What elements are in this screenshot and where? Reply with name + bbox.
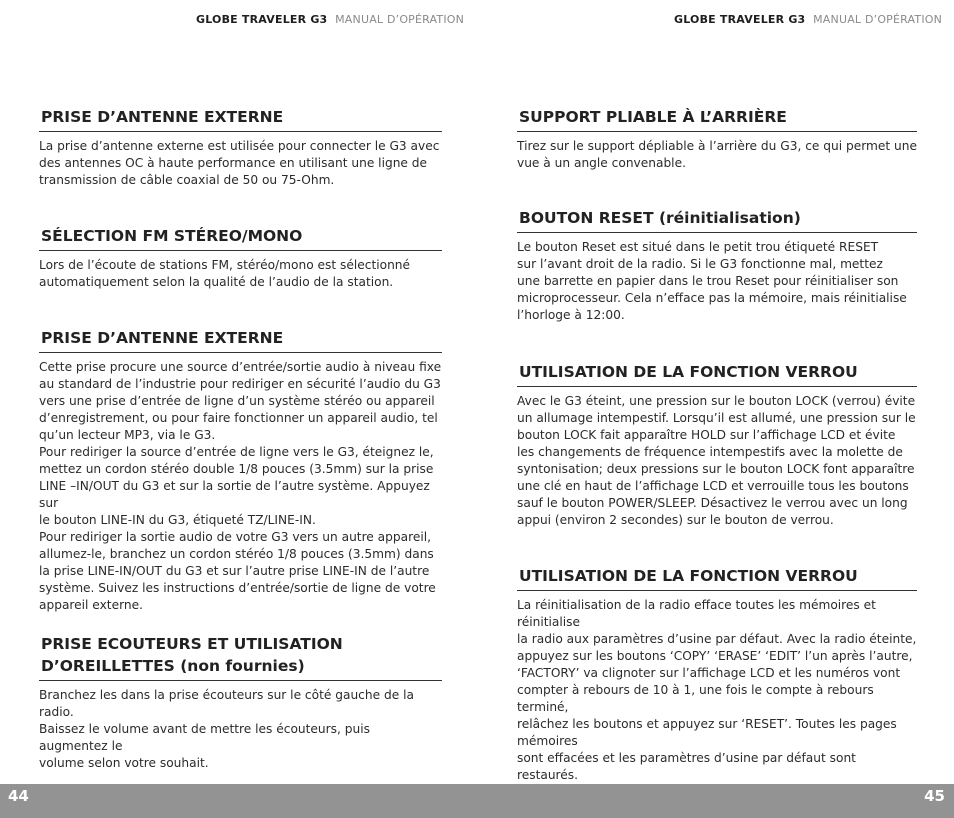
page-number-right: 45 bbox=[924, 787, 945, 805]
section-body: Le bouton Reset est situé dans le petit trou étiqueté RESET sur l’avant droit de la radio. Si le G3 fonctionne mal, mettez une barrette en papier dans le trou Reset pour réinitialiser son microprocesseur. Cela n’efface pas la mémoire, mais réinitialise l’horloge à 12:00. bbox=[517, 240, 907, 322]
section-heading: SÉLECTION FM STÉREO/MONO bbox=[39, 225, 442, 251]
section-heading: UTILISATION DE LA FONCTION VERROU bbox=[517, 565, 917, 591]
section-body: La prise d’antenne externe est utilisée pour connecter le G3 avec des antennes OC à haute performance en utilisant une ligne de transmission de câble coaxial de 50 ou 75-Ohm. bbox=[39, 139, 440, 187]
section-factory-reset bbox=[517, 565, 917, 784]
section-body: Lors de l’écoute de stations FM, stéréo/mono est sélectionné automatiquement selon la qualité de l’audio de la station. bbox=[39, 258, 411, 289]
section-heading: UTILISATION DE LA FONCTION VERROU bbox=[517, 361, 917, 387]
header-brand: GLOBE TRAVELER G3 bbox=[196, 13, 328, 26]
section-body: Cette prise procure une source d’entrée/sortie audio à niveau fixe au standard de l’industrie pour rediriger en sécurité l’audio du G3 vers une prise d’entrée de ligne d’un système stéréo ou appareil d’enregistrement, ou pour faire fonctionner un appareil audio, tel qu’un lecteur MP3, via le G3. Pour rediriger la source d’entrée de ligne vers le G3, éteignez le, mettez un cordon stéréo double 1/8 pouces (3.5mm) sur la prise LINE –IN/OUT du G3 et sur la sortie de l’autre système. Appuyez sur le bouton LINE-IN du G3, étiqueté TZ/LINE-IN. Pour rediriger la sortie audio de votre G3 vers un autre appareil, allumez-le, branchez un cordon stéréo 1/8 pouces (3.5mm) dans la prise LINE-IN/OUT du G3 et sur l’autre prise LINE-IN de l’autre système. Suivez les instructions d’entrée/sortie de ligne de votre appareil externe. bbox=[39, 360, 442, 612]
header-subtitle: MANUAL D’OPÉRATION bbox=[335, 13, 465, 26]
section-body: Avec le G3 éteint, une pression sur le bouton LOCK (verrou) évite un allumage intempestif. Lorsqu’il est allumé, une pression sur le bouton LOCK fait apparaître HOLD sur l’affichage LCD et évite les changements de fréquence intempestifs avec la molette de syntonisation; deux pressions sur le bouton LOCK font apparaître une clé en haut de l’affichage LCD et verrouille tous les boutons sauf le bouton POWER/SLEEP. Désactivez le verrou avec un long appui (environ 2 secondes) sur le bouton de verrou. bbox=[517, 394, 916, 527]
section-body: Branchez les dans la prise écouteurs sur le côté gauche de la radio. Baissez le volume avant de mettre les écouteurs, puis augmentez le volume selon votre souhait. bbox=[39, 688, 414, 770]
header-subtitle: MANUAL D’OPÉRATION bbox=[813, 13, 943, 26]
section-heading: BOUTON RESET (réinitialisation) bbox=[517, 207, 917, 233]
section-body: La réinitialisation de la radio efface toutes les mémoires et réinitialise la radio aux paramètres d’usine par défaut. Avec la radio éteinte, appuyez sur les boutons ‘COPY’ ‘ERASE’ ‘EDIT’ l’un après l’autre, ‘FACTORY’ va clignoter sur l’affichage LCD et les numéros vont compter à rebours de 10 à 1, une fois le compte à rebours terminé, relâchez les boutons et appuyez sur ‘RESET’. Toutes les pages mémoires sont effacées et les paramètres d’usine par défaut sont restaurés. bbox=[517, 598, 917, 782]
section-fm-stereo-mono bbox=[39, 225, 442, 291]
section-lock-function bbox=[517, 361, 917, 529]
section-line-in-out bbox=[39, 327, 442, 614]
section-reset-button bbox=[517, 207, 917, 324]
running-head-right bbox=[674, 13, 942, 26]
header-brand: GLOBE TRAVELER G3 bbox=[674, 13, 806, 26]
section-heading: PRISE D’ANTENNE EXTERNE bbox=[39, 327, 442, 353]
section-external-antenna bbox=[39, 106, 442, 189]
section-headphones bbox=[39, 633, 442, 772]
section-heading: SUPPORT PLIABLE À L’ARRIÈRE bbox=[517, 106, 917, 132]
section-heading: PRISE D’ANTENNE EXTERNE bbox=[39, 106, 442, 132]
running-head-left bbox=[196, 13, 464, 26]
footer-bar bbox=[0, 784, 954, 818]
section-heading: PRISE ECOUTEURS ET UTILISATION D’OREILLETTES (non fournies) bbox=[39, 633, 442, 681]
section-body: Tirez sur le support dépliable à l’arrière du G3, ce qui permet une vue à un angle convenable. bbox=[517, 139, 918, 170]
section-folding-stand bbox=[517, 106, 917, 172]
page-number-left: 44 bbox=[8, 787, 29, 805]
